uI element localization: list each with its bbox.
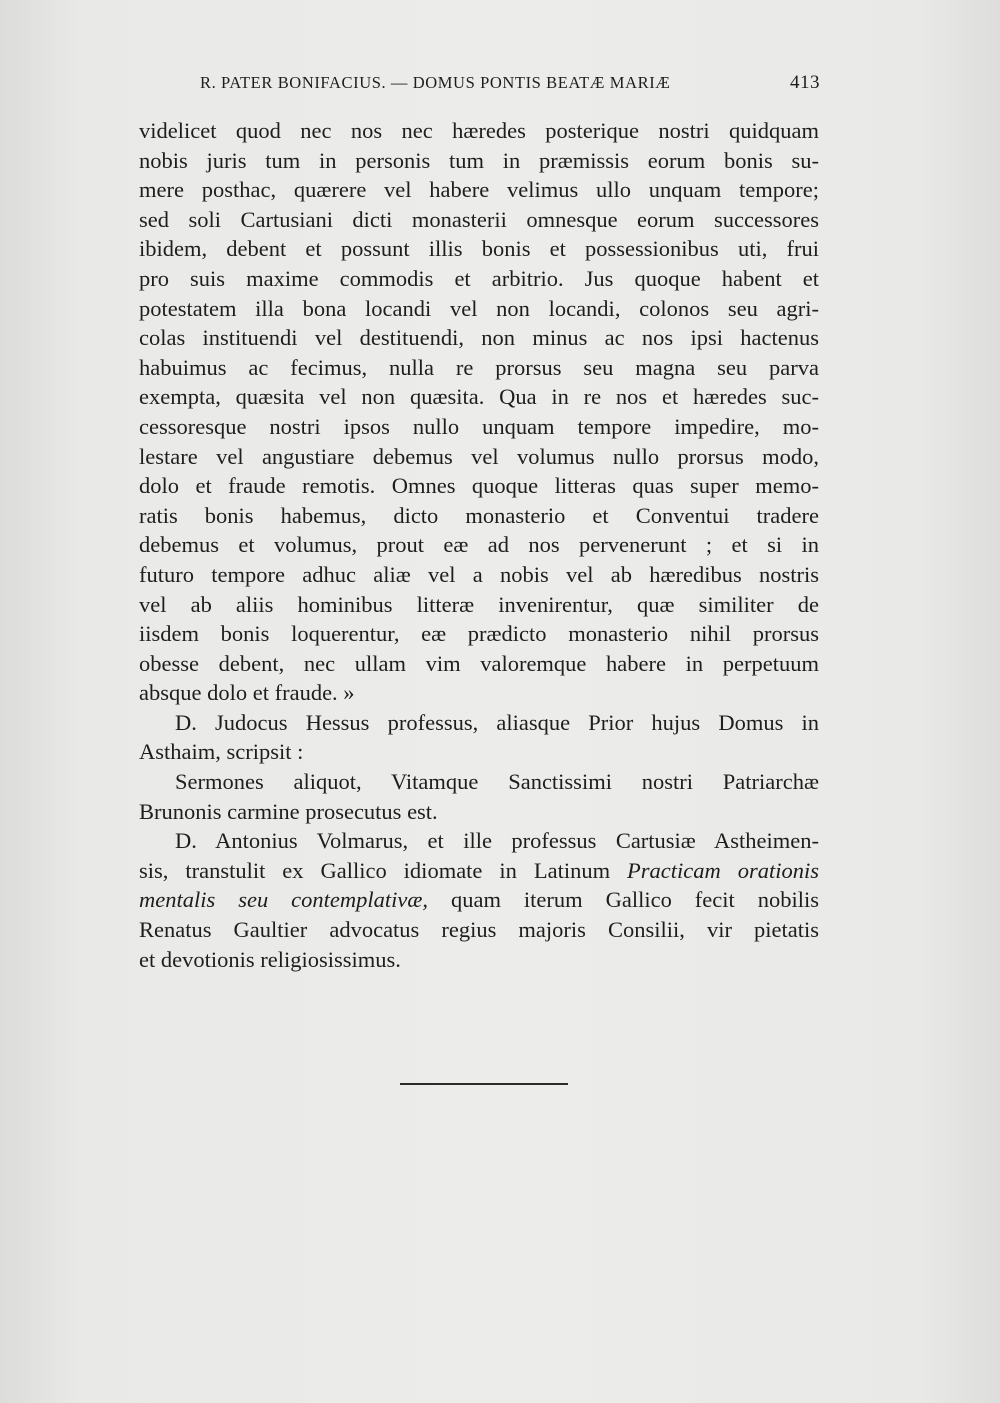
running-header [200,72,820,94]
body-text [139,116,819,974]
text-line: mere posthac, quærere vel habere velimus ullo unquam tempore; [139,177,819,203]
italic-title-segment: Practicam orationis [627,857,819,883]
text-line: obesse debent, nec ullam vim valoremque habere in perpetuum [139,650,819,676]
paragraph-start-line: D. Antonius Volmarus, et ille professus Cartusiæ Astheimen- [175,828,819,854]
text-line: Brunonis carmine prosecutus est. [139,798,438,824]
text-segment: quam iterum Gallico fecit nobilis [450,887,819,913]
text-segment: sis, transtulit ex Gallico idiomate in Latinum [139,857,611,883]
text-line: Asthaim, scripsit : [139,739,304,765]
text-line: pro suis maxime commodis et arbitrio. Jus quoque habent et [139,265,819,291]
text-line: habuimus ac fecimus, nulla re prorsus seu magna seu parva [139,354,819,380]
text-line: exempta, quæsita vel non quæsita. Qua in re nos et hæredes suc- [139,384,819,410]
italic-title-segment: mentalis seu contemplativæ, [139,887,429,913]
text-line: nobis juris tum in personis tum in præmissis eorum bonis su- [139,147,819,173]
text-line: lestare vel angustiare debemus vel volumus nullo prorsus modo, [139,443,819,469]
text-line: colas instituendi vel destituendi, non minus ac nos ipsi hactenus [139,325,819,351]
text-line: iisdem bonis loquerentur, eæ prædicto monasterio nihil prorsus [139,621,819,647]
text-line: videlicet quod nec nos nec hæredes posterique nostri quidquam [139,118,819,143]
text-line: Renatus Gaultier advocatus regius majoris Consilii, vir pietatis [139,917,819,943]
text-line [139,885,819,915]
text-line: cessoresque nostri ipsos nullo unquam tempore impedire, mo- [139,413,819,439]
text-line: ratis bonis habemus, dicto monasterio et Conventui tradere [139,502,819,528]
text-line: potestatem illa bona locandi vel non locandi, colonos seu agri- [139,295,819,321]
text-line: ibidem, debent et possunt illis bonis et possessionibus uti, frui [139,236,819,262]
page-number: 413 [790,72,820,93]
text-line: sed soli Cartusiani dicti monasterii omnesque eorum successores [139,206,819,232]
text-line [139,856,819,886]
text-line: futuro tempore adhuc aliæ vel a nobis vel ab hæredibus nostris [139,561,819,587]
text-line: et devotionis religiosissimus. [139,946,401,972]
text-line: debemus et volumus, prout eæ ad nos pervenerunt ; et si in [139,532,819,558]
section-end-rule [400,1083,568,1085]
text-line: dolo et fraude remotis. Omnes quoque litteras quas super memo- [139,473,819,499]
running-title: R. PATER BONIFACIUS. — DOMUS PONTIS BEATÆ MARIÆ [200,73,671,92]
text-line: absque dolo et fraude. » [139,680,355,706]
paragraph-start-line: D. Judocus Hessus professus, aliasque Prior hujus Domus in [175,709,819,735]
paragraph-start-line: Sermones aliquot, Vitamque Sanctissimi nostri Patriarchæ [175,769,819,795]
text-line: vel ab aliis hominibus litteræ invenirentur, quæ similiter de [139,591,819,617]
